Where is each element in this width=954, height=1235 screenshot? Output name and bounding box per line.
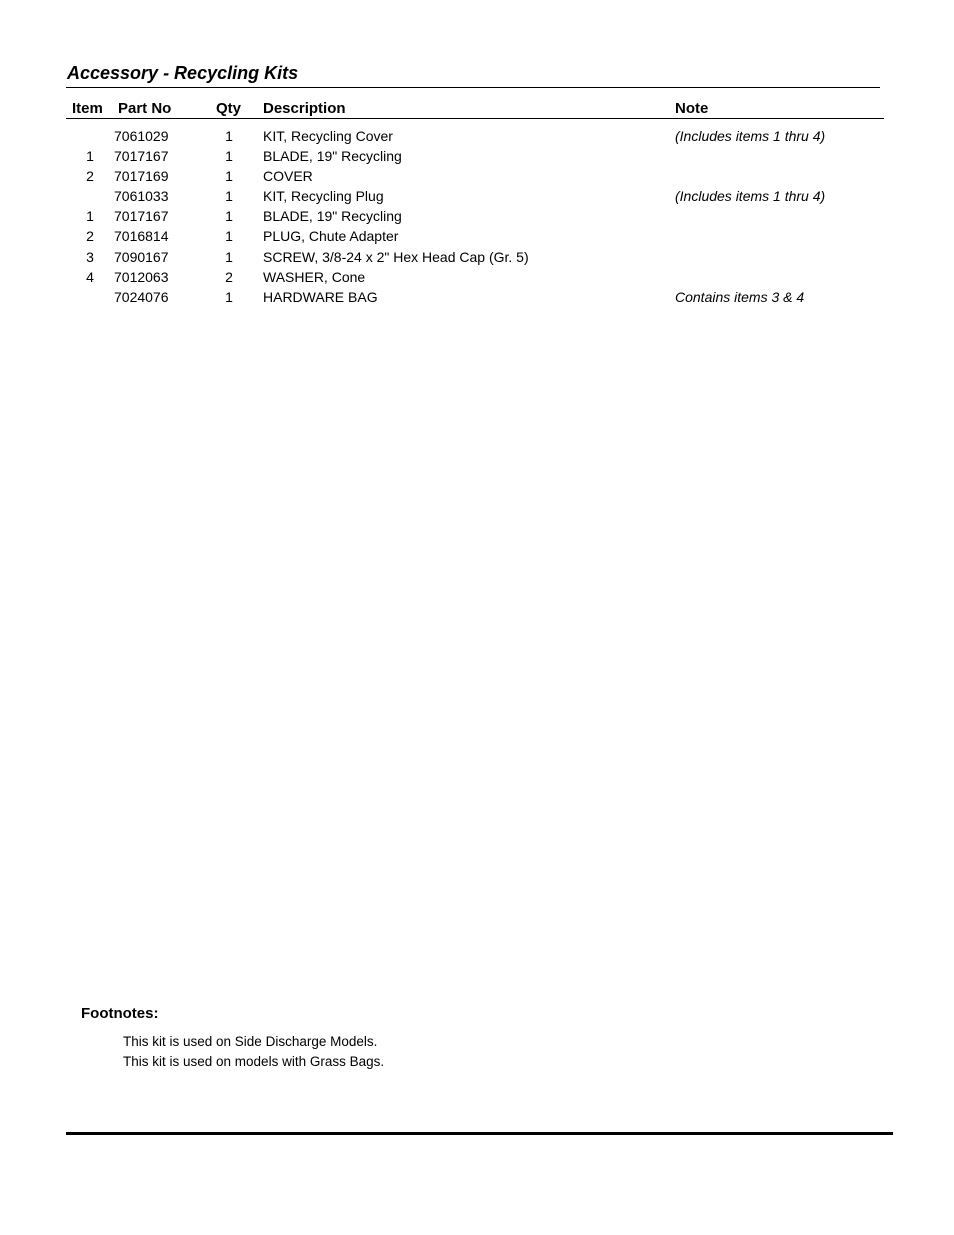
item-number-cell: 1	[86, 208, 94, 225]
table-row	[66, 249, 884, 269]
header-part-no: Part No	[118, 100, 172, 117]
quantity-cell: 1	[225, 288, 233, 305]
quantity-cell: 1	[225, 188, 233, 205]
quantity-cell: 1	[225, 168, 233, 185]
description-cell: COVER	[263, 168, 313, 185]
footnote-2: This kit is used on models with Grass Bags.	[123, 1054, 385, 1069]
part-number-cell: 7017169	[114, 168, 169, 185]
header-description: Description	[263, 100, 346, 117]
description-cell: WASHER, Cone	[263, 268, 366, 285]
table-row	[66, 208, 884, 228]
quantity-cell: 1	[225, 228, 233, 245]
parts-table	[66, 99, 884, 309]
quantity-cell: 2	[225, 268, 233, 285]
quantity-cell: 1	[225, 148, 233, 165]
header-qty: Qty	[216, 100, 242, 117]
title-divider	[66, 87, 880, 88]
item-number-cell: 2	[86, 168, 94, 185]
part-number-cell: 7090167	[114, 248, 169, 265]
note-cell: Contains items 3 & 4	[675, 288, 805, 305]
quantity-cell: 1	[225, 128, 233, 144]
description-cell: HARDWARE BAG	[263, 288, 378, 305]
description-cell: BLADE, 19" Recycling	[263, 148, 402, 165]
table-row	[66, 289, 884, 309]
part-number-cell: 7016814	[114, 228, 169, 245]
description-cell: PLUG, Chute Adapter	[263, 228, 399, 245]
table-row	[66, 188, 884, 208]
part-number-cell: 7017167	[114, 148, 169, 165]
part-number-cell: 7061033	[114, 188, 169, 205]
description-cell: KIT, Recycling Plug	[263, 188, 384, 205]
table-header	[66, 99, 884, 119]
bottom-divider	[66, 1132, 893, 1135]
part-number-cell: 7061029	[114, 128, 169, 144]
footnotes-title: Footnotes:	[81, 1005, 159, 1022]
part-number-cell: 7012063	[114, 268, 169, 285]
item-number-cell: 4	[86, 268, 94, 285]
quantity-cell: 1	[225, 208, 233, 225]
part-number-cell: 7017167	[114, 208, 169, 225]
table-row	[66, 168, 884, 188]
description-cell: BLADE, 19" Recycling	[263, 208, 402, 225]
table-row	[66, 128, 884, 148]
item-number-cell: 2	[86, 228, 94, 245]
table-row	[66, 269, 884, 289]
table-row	[66, 228, 884, 248]
note-cell: (Includes items 1 thru 4)	[675, 188, 826, 205]
note-cell: (Includes items 1 thru 4)	[675, 128, 826, 144]
part-number-cell: 7024076	[114, 288, 169, 305]
table-row	[66, 148, 884, 168]
description-cell: SCREW, 3/8-24 x 2" Hex Head Cap (Gr. 5)	[263, 248, 529, 265]
header-note: Note	[675, 100, 709, 117]
description-cell: KIT, Recycling Cover	[263, 128, 393, 144]
footnote-1: This kit is used on Side Discharge Models.	[123, 1034, 378, 1049]
header-item: Item	[72, 100, 103, 117]
quantity-cell: 1	[225, 248, 233, 265]
item-number-cell: 1	[86, 148, 94, 165]
page-title: Accessory - Recycling Kits	[67, 63, 299, 83]
table-body	[66, 128, 884, 309]
item-number-cell: 3	[86, 248, 94, 265]
